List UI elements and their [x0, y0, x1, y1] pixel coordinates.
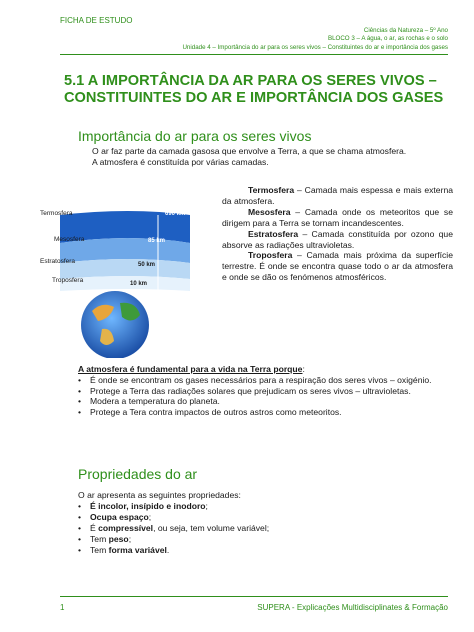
prop-post: ; [148, 512, 152, 522]
prop-post: ; [205, 501, 208, 511]
prop-bold: compressível [98, 523, 154, 533]
prop-bold: peso [108, 534, 129, 544]
unit-line: Unidade 4 – Importância do ar para os seres vivos – Constituintes do ar e importância dos gases [182, 43, 448, 51]
def-text-estratosfera: – Camada constituída por ozono que absorve as radiações ultravioletas. [222, 228, 453, 250]
def-text-termosfera: – Camada mais espessa e mais externa da atmosfera. [222, 185, 453, 206]
prop-post: , ou seja, tem volume variável; [153, 523, 270, 533]
sheet-label: FICHA DE ESTUDO [60, 16, 133, 25]
properties-intro: O ar apresenta as seguintes propriedades: [78, 490, 241, 500]
title-line-1: 5.1 A IMPORTÂNCIA DA AR PARA OS SERES VIVOS – [64, 73, 437, 89]
block-line: BLOCO 3 – A água, o ar, as rochas e o solo [327, 35, 448, 43]
list-item: • Protege a Terra das radiações solares que prejudicam os seres vivos – ultravioletas. [78, 386, 450, 397]
subject-line: Ciências da Natureza – 5º Ano [363, 27, 448, 34]
properties-block [78, 490, 450, 556]
def-text-troposfera: – Camada mais próxima da superfície terrestre. É onde se encontra quase todo o ar da atmosfera e onde se dão os fenómenos atmosféricos. [222, 250, 453, 283]
prop-pre: Tem [90, 545, 109, 555]
section-heading-properties: Propriedades do ar [78, 466, 198, 482]
importance-list-block [78, 364, 450, 418]
definition-termosfera [222, 185, 453, 207]
list-item: • É onde se encontram os gases necessários para a respiração dos seres vivos – oxigénio. [78, 375, 450, 386]
altitude-troposfera: 10 km [130, 281, 148, 287]
definition-mesosfera [222, 207, 453, 229]
properties-list [78, 501, 450, 556]
label-troposfera: Troposfera [52, 277, 84, 284]
prop-post: . [166, 545, 170, 555]
intro-paragraph-1: O ar faz parte da camada gasosa que envolve a Terra, a que se chama atmosfera. [92, 146, 407, 156]
section-heading-importance: Importância do ar para os seres vivos [78, 128, 312, 144]
atmosphere-diagram [40, 203, 200, 358]
label-mesosfera: Mesosfera [54, 236, 85, 243]
importance-list [78, 375, 450, 418]
prop-bold: Ocupa espaço [90, 512, 149, 522]
earth-globe [81, 291, 149, 358]
footer-divider [60, 596, 448, 597]
altitude-termosfera: 690 km [165, 211, 186, 217]
prop-bold: É incolor, insípido e inodoro [90, 501, 206, 511]
definition-estratosfera [222, 229, 453, 251]
term-estratosfera: Estratosfera [248, 228, 299, 239]
layer-definitions [222, 185, 453, 283]
title-line-2: CONSTITUINTES DO AR E IMPORTÂNCIA DOS GASES [64, 90, 444, 106]
prop-post: ; [128, 534, 132, 544]
list-item: • Modera a temperatura do planeta. [78, 396, 450, 407]
label-estratosfera: Estratosfera [40, 258, 76, 265]
intro-text [78, 146, 450, 168]
prop-pre: Tem [90, 534, 109, 544]
list-item [78, 523, 450, 534]
label-termosfera: Termosfera [40, 210, 73, 217]
list-item [78, 534, 450, 545]
list-item [78, 545, 450, 556]
def-text-mesosfera: – Camada onde os meteoritos que se dirigem para a Terra se tornam incandescentes. [222, 206, 453, 228]
page-title [64, 73, 454, 107]
importance-lead [78, 364, 450, 375]
prop-bold: forma variável [108, 545, 167, 555]
prop-pre: É [90, 523, 99, 533]
definition-troposfera [222, 250, 453, 283]
importance-lead-text: A atmosfera é fundamental para a vida na Terra porque [78, 364, 303, 374]
list-item [78, 512, 450, 523]
estratosfera-band [60, 259, 190, 279]
altitude-estratosfera: 50 km [138, 262, 156, 268]
term-troposfera: Troposfera [248, 250, 293, 261]
altitude-mesosfera: 85 km [148, 238, 166, 244]
list-item: • Protege a Tera contra impactos de outros astros como meteoritos. [78, 407, 450, 418]
list-item [78, 501, 450, 512]
term-termosfera: Termosfera [248, 185, 295, 195]
importance-lead-colon: : [302, 364, 305, 374]
header-divider [60, 54, 448, 55]
header-info [88, 27, 448, 52]
intro-paragraph-2: A atmosfera é constituída por várias camadas. [92, 157, 269, 167]
term-mesosfera: Mesosfera [248, 206, 291, 217]
atmosphere-illustration [40, 203, 200, 358]
footer-publisher: SUPERA - Explicações Multidisciplinates & Formação [257, 603, 448, 612]
page-number: 1 [60, 603, 65, 612]
